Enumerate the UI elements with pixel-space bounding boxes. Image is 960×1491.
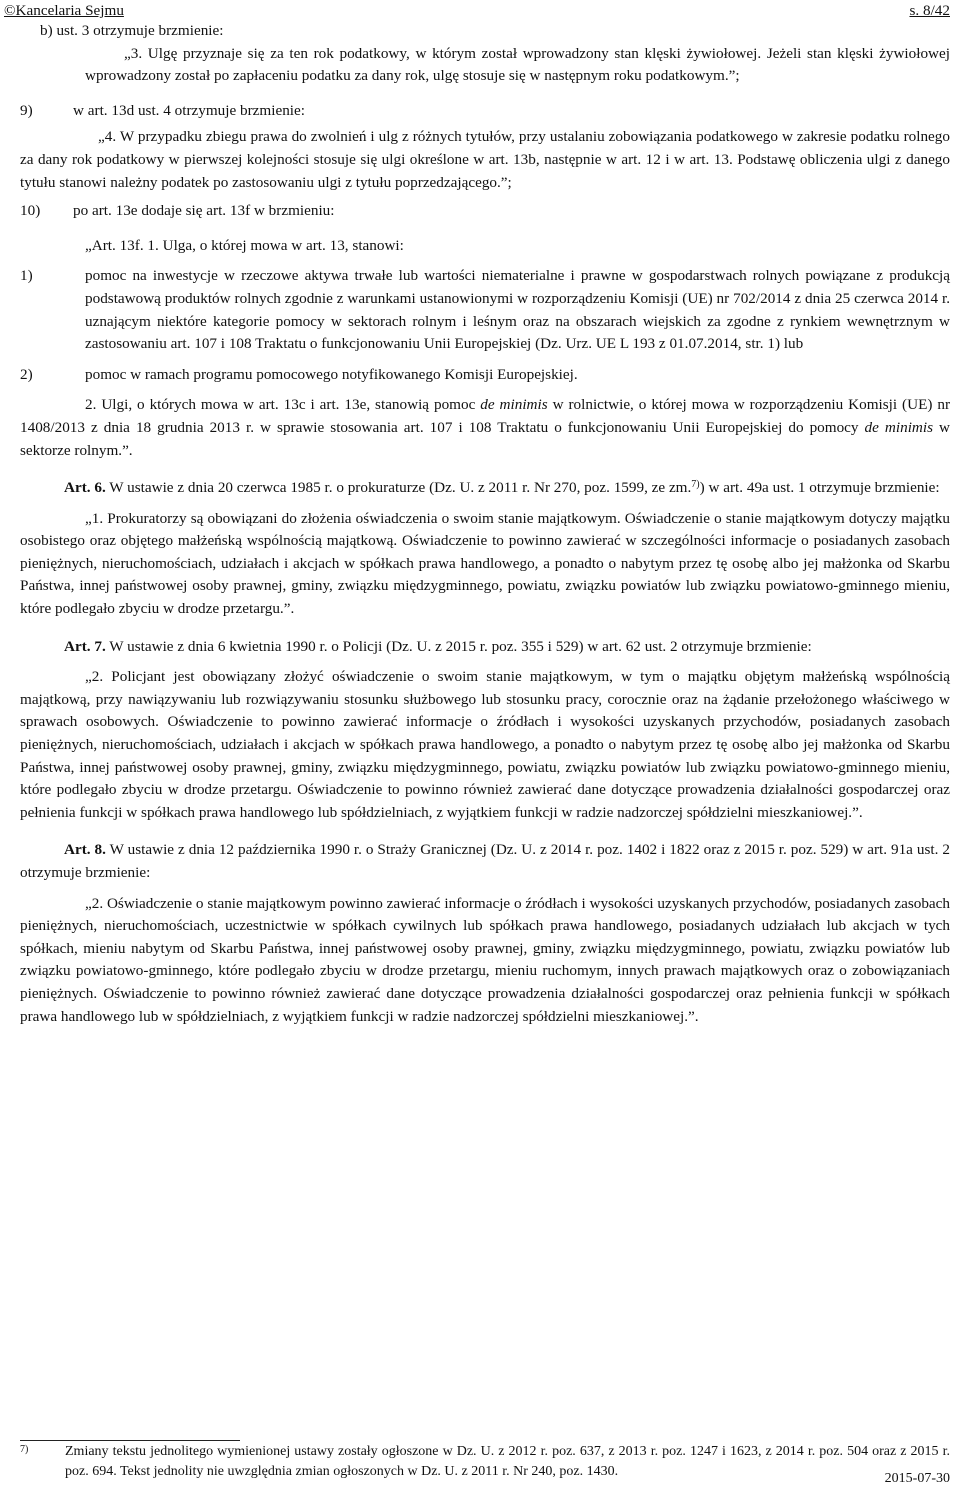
art-13f-intro: „Art. 13f. 1. Ulga, o której mowa w art. 13, stanowi: — [85, 236, 404, 254]
point-10-number: 10) — [20, 202, 41, 220]
article-7-label: Art. 7. — [64, 637, 106, 655]
article-6-text-b: ) w art. 49a ust. 1 otrzymuje brzmienie: — [699, 479, 940, 497]
art-13f-point-2-text: pomoc w ramach programu pomocowego notyfikowanego Komisji Europejskiej. — [85, 365, 578, 383]
art-13f-point-2-number: 2) — [20, 365, 33, 383]
footnote-divider — [20, 1440, 240, 1441]
footnote — [20, 1442, 950, 1482]
article-6-quote: „1. Prokuratorzy są obowiązani do złożenia oświadczenia o swoim stanie majątkowym. Oświadczenie o stanie majątkowym dotyczy majątku osobistego oraz objętego małżeńską wspólnością majątkową. Oświadczenie to powinno zawierać w szczególności informacje o posiadanych zasobach pieniężnych, nieruchomościach, udziałach i akcjach w spółkach prawa handlowego, a ponadto o nabytym przez tę osobę albo jej małżonka od Skarbu Państwa, innej państwowej osoby prawnej, gminy, związku międzygminnego, powiatu, związku powiatów lub związku powiatowo-gminnego mieniu, które podlegało zbyciu w drodze przetargu.”. — [20, 509, 950, 618]
point-9 — [20, 100, 950, 123]
art-13f-point-2 — [20, 364, 950, 387]
article-8-label: Art. 8. — [64, 841, 106, 859]
document-date: 2015-07-30 — [884, 1471, 950, 1486]
article-6-text-a: W ustawie z dnia 20 czerwca 1985 r. o prokuraturze (Dz. U. z 2011 r. Nr 270, poz. 1599, ze zm. — [109, 479, 692, 497]
article-8 — [20, 839, 950, 884]
point-10 — [20, 200, 950, 223]
art-13f-point-1 — [20, 265, 950, 355]
art-13f-section-2 — [20, 394, 950, 462]
point-9-number: 9) — [20, 101, 33, 119]
article-7 — [20, 636, 950, 659]
copyright-link[interactable]: ©Kancelaria Sejmu — [4, 2, 124, 19]
point-10-text: po art. 13e dodaje się art. 13f w brzmieniu: — [73, 202, 335, 220]
document-body — [20, 20, 950, 1028]
footnote-ref[interactable]: 7) — [691, 479, 700, 491]
de-minimis-term: de minimis — [864, 418, 934, 436]
art-13f-2-part-b: w rolnictwie, o której mowa w rozporządzeniu Komisji (UE) nr 1408/2013 z dnia 18 grudnia 2013 r. w sprawie stosowania art. 107 i 108 Traktatu o funkcjonowaniu Unii Europejskiej do pomocy — [20, 396, 951, 436]
art-13f-2-part-a: 2. Ulgi, o których mowa w art. 13c i art. 13e, stanowią pomoc — [85, 396, 476, 414]
art-13f-2-part-c: w sektorze rolnym.”. — [20, 418, 951, 459]
footnote-text: Zmiany tekstu jednolitego wymienionej ustawy zostały ogłoszone w Dz. U. z 2012 r. poz. 637, z 2013 r. poz. 1247 i 1623, z 2014 r. poz. 504 oraz z 2015 r. poz. 694. Tekst jednolity nie uwzględnia zmian ogłoszonych w Dz. U. z 2011 r. Nr 240, poz. 1430. — [65, 1444, 950, 1479]
art-13f-point-1-number: 1) — [20, 267, 33, 285]
article-7-text: W ustawie z dnia 6 kwietnia 1990 r. o Policji (Dz. U. z 2015 r. poz. 355 i 529) w art. 62 ust. 2 otrzymuje brzmienie: — [109, 637, 812, 655]
article-6 — [20, 477, 950, 500]
item-b: b) ust. 3 otrzymuje brzmienie: — [40, 22, 224, 39]
page-number[interactable]: s. 8/42 — [909, 2, 950, 19]
article-7-quote: „2. Policjant jest obowiązany złożyć oświadczenie o swoim stanie majątkowym, w tym o majątku objętym małżeńską wspólnością majątkową, przy nawiązywaniu lub rozwiązywaniu stosunku służbowego lub stosunku pracy, corocznie oraz na żądanie przełożonego właściwego w sprawach osobowych. Oświadczenie to powinno zawierać informacje o źródłach i wysokości uzyskanych przychodów, posiadanych zasobach pieniężnych, nieruchomościach, udziałach i akcjach w spółkach prawa handlowego, a ponadto o nabytym przez tę osobę albo jej małżonka od Skarbu Państwa, innej państwowej osoby prawnej, gminy, związku międzygminnego, powiatu, związku powiatów lub związku powiatowo-gminnego mieniu, które podlegało zbyciu w drodze przetargu. Oświadczenie to powinno również zawierać dane dotyczące prowadzenia działalności gospodarczej oraz pełnienia funkcji w spółkach prawa handlowego lub spółdzielniach, z wyjątkiem funkcji w radzie nadzorczej spółdzielni mieszkaniowej.”. — [20, 668, 950, 821]
art-13f-point-1-text: pomoc na inwestycje w rzeczowe aktywa trwałe lub wartości niematerialne i prawne w gospodarstwach rolnych powiązane z produkcją podstawową produktów rolnych zgodnie z warunkami ustanowionymi w rozporządzeniu Komisji (UE) nr 702/2014 z dnia 25 czerwca 2014 r. uznającym niektóre kategorie pomocy w sektorach rolnym i leśnym oraz na obszarach wiejskich za zgodne z rynkiem wewnętrznym w zastosowaniu art. 107 i 108 Traktatu o funkcjonowaniu Unii Europejskiej (Dz. Urz. UE L 193 z 01.07.2014, str. 1) lub — [85, 267, 950, 353]
de-minimis-term: de minimis — [480, 396, 548, 414]
point-9-quote: „4. W przypadku zbiegu prawa do zwolnień i ulg z różnych tytułów, przy ustalaniu zobowiązania podatkowego w zakresie podatku rolnego za dany rok podatkowy w pierwszej kolejności stosuje się ulgi określone w art. 13b, następnie w art. 12 i w art. 13. Podstawę obliczenia ulgi z danego tytułu stanowi należny podatek po zastosowaniu ulgi z tytułu poprzedzającego.”; — [20, 128, 950, 191]
page-header — [4, 0, 950, 18]
article-8-text: W ustawie z dnia 12 października 1990 r. o Straży Granicznej (Dz. U. z 2014 r. poz. 1402 i 1822 oraz z 2015 r. poz. 529) w art. 91a ust. 2 otrzymuje brzmienie: — [20, 841, 950, 881]
footnote-number: 7) — [20, 1444, 29, 1455]
article-6-label: Art. 6. — [64, 479, 106, 497]
article-8-quote: „2. Oświadczenie o stanie majątkowym powinno zawierać informacje o źródłach i wysokości uzyskanych przychodów, posiadanych zasobach pieniężnych, nieruchomościach, uczestnictwie w spółkach cywilnych lub spółkach prawa handlowego, posiadanych udziałach lub akcjach w tych spółkach, mieniu nabytym od Skarbu Państwa, innej państwowej osoby prawnej, gminy, związku międzygminnego, powiatu, związku powiatów lub związku powiatowo-gminnego, które podlegało zbyciu w drodze przetargu, mieniu ruchomym, innych prawach majątkowych oraz o zobowiązaniach pieniężnych. Oświadczenie to powinno również zawierać dane dotyczące prowadzenia działalności gospodarczej oraz pełnienia funkcji w spółkach prawa handlowego lub w spółdzielniach, z wyjątkiem funkcji w radzie nadzorczej spółdzielni mieszkaniowej.”. — [20, 894, 950, 1025]
point-9-text: w art. 13d ust. 4 otrzymuje brzmienie: — [73, 101, 305, 119]
item-b-quote: „3. Ulgę przyznaje się za ten rok podatkowy, w którym został wprowadzony stan klęski żywiołowej. Jeżeli stan klęski żywiołowej wprowadzony został po zapłaceniu podatku za dany rok, ulgę stosuje się w następnym roku podatkowym.”; — [85, 44, 950, 85]
